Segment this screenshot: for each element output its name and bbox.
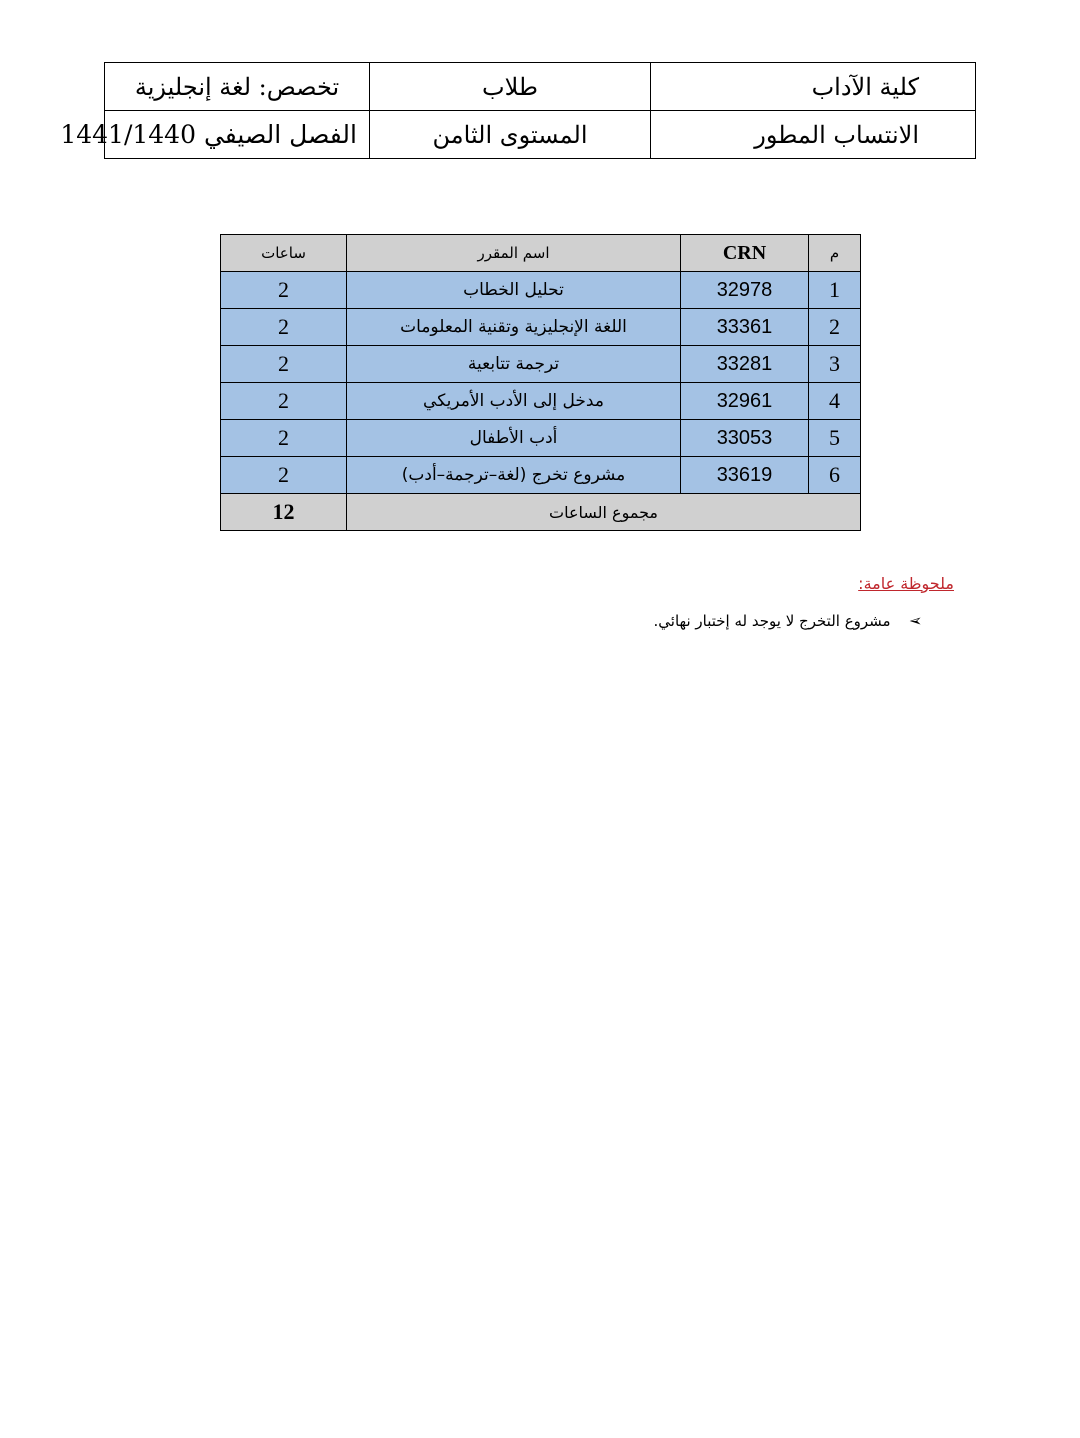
row-num: 2 [809,309,861,346]
row-hours: 2 [221,457,347,494]
row-num: 6 [809,457,861,494]
row-num: 5 [809,420,861,457]
col-header-crn: CRN [681,235,809,272]
row-hours: 2 [221,420,347,457]
total-hours-value: 12 [221,494,347,531]
info-header-row [105,63,976,111]
note-list-item [654,611,922,630]
courses-table [220,234,861,531]
total-hours-label: مجموع الساعات [347,494,861,531]
arrowhead-bullet-icon: ➢ [908,611,922,630]
table-row [221,309,861,346]
row-crn: 33361 [681,309,809,346]
table-row [221,346,861,383]
row-crn: 33619 [681,457,809,494]
row-num: 1 [809,272,861,309]
row-crn: 32978 [681,272,809,309]
row-hours: 2 [221,272,347,309]
row-num: 3 [809,346,861,383]
row-course-name: ترجمة تتابعية [347,346,681,383]
row-course-name: مشروع تخرج (لغة–ترجمة–أدب) [347,457,681,494]
row-num: 4 [809,383,861,420]
program-cell: الانتساب المطور [651,111,976,159]
row-course-name: مدخل إلى الأدب الأمريكي [347,383,681,420]
note-text: مشروع التخرج لا يوجد له إختبار نهائي. [653,611,891,630]
college-cell: كلية الآداب [651,63,976,111]
row-hours: 2 [221,383,347,420]
table-row [221,383,861,420]
col-header-num: م [809,235,861,272]
table-row [221,420,861,457]
row-hours: 2 [221,346,347,383]
row-course-name: تحليل الخطاب [347,272,681,309]
table-row [221,272,861,309]
row-crn: 33281 [681,346,809,383]
total-row [221,494,861,531]
info-header-row [105,111,976,159]
info-header-table [60,62,976,159]
gender-cell: طلاب [370,63,651,111]
level-cell: المستوى الثامن [370,111,651,159]
col-header-course-name: اسم المقرر [347,235,681,272]
semester-cell: الفصل الصيفي 1441/1440 [105,111,370,159]
row-course-name: اللغة الإنجليزية وتقنية المعلومات [347,309,681,346]
row-hours: 2 [221,309,347,346]
row-course-name: أدب الأطفال [347,420,681,457]
general-note-title: ملحوظة عامة: [858,574,954,593]
col-header-hours: ساعات [221,235,347,272]
table-row [221,457,861,494]
row-crn: 32961 [681,383,809,420]
major-cell: تخصص: لغة إنجليزية [105,63,370,111]
courses-header-row [221,235,861,272]
row-crn: 33053 [681,420,809,457]
